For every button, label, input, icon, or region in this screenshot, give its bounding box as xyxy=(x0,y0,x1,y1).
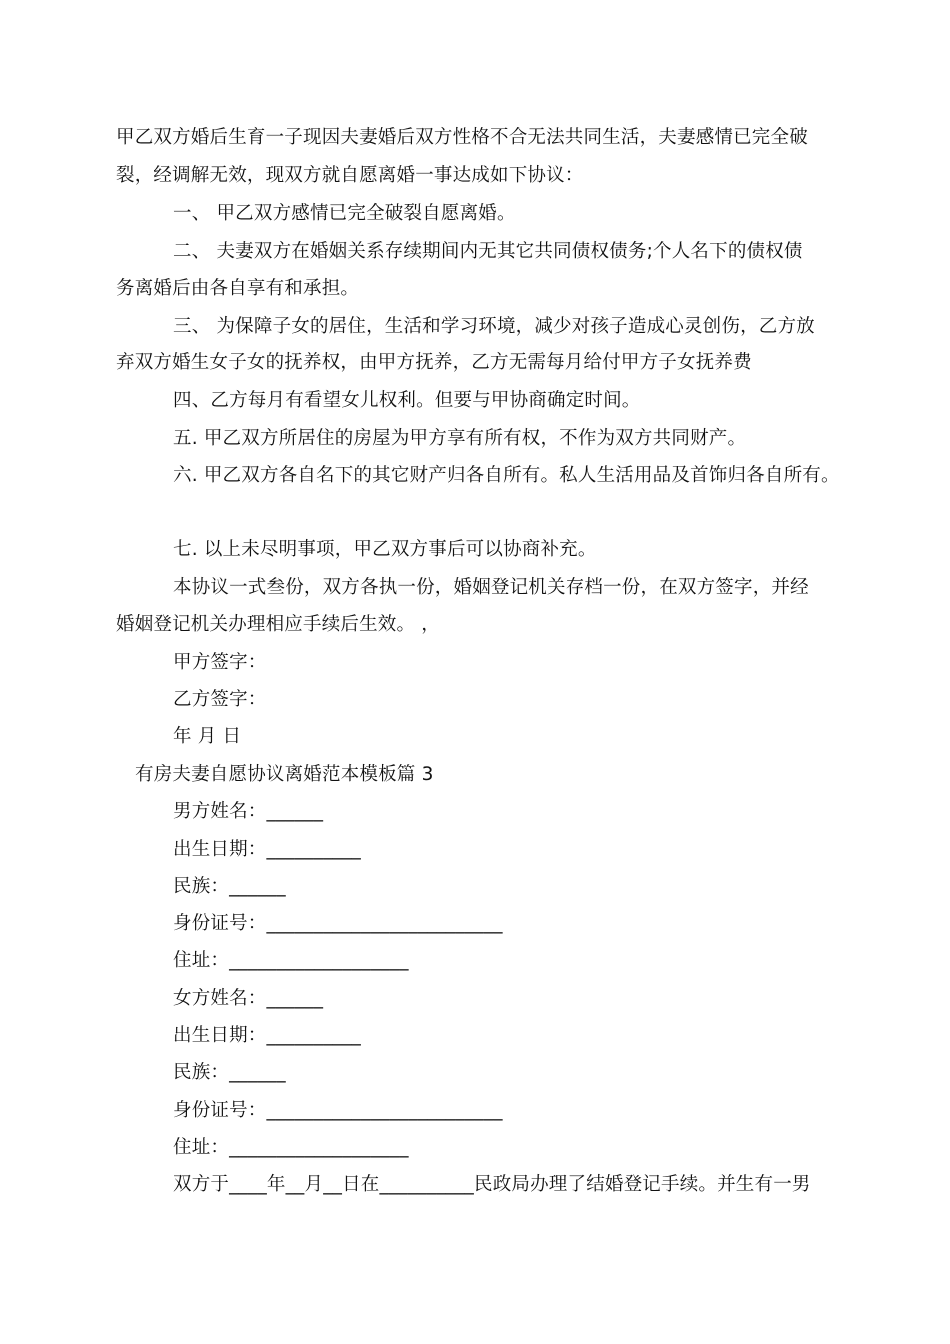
marriage-registration-line: 双方于____年__月__日在__________民政局办理了结婚登记手续。并生有一男 xyxy=(173,1174,811,1195)
male-address-field: 住址：___________________ xyxy=(173,950,409,971)
party-b-signature: 乙方签字： xyxy=(173,689,267,710)
male-ethnicity-field: 民族：______ xyxy=(173,876,286,897)
clause-7: 七. 以上未尽明事项，甲乙双方事后可以协商补充。 xyxy=(173,539,597,560)
female-address-field: 住址：___________________ xyxy=(173,1137,409,1158)
closing-line-2: 婚姻登记机关办理相应手续后生效。 ， xyxy=(116,614,440,635)
date-line: 年 月 日 xyxy=(173,726,242,747)
clause-5: 五. 甲乙双方所居住的房屋为甲方享有所有权，不作为双方共同财产。 xyxy=(173,428,747,449)
closing-line-1: 本协议一式叁份，双方各执一份，婚姻登记机关存档一份，在双方签字，并经 xyxy=(173,577,809,598)
female-birthdate-field: 出生日期：__________ xyxy=(173,1025,362,1046)
clause-4: 四、乙方每月有看望女儿权利。但要与甲协商确定时间。 xyxy=(173,390,641,411)
clause-6: 六. 甲乙双方各自名下的其它财产归各自所有。私人生活用品及首饰归各自所有。 xyxy=(173,465,840,486)
male-name-field: 男方姓名：______ xyxy=(173,801,324,822)
female-ethnicity-field: 民族：______ xyxy=(173,1062,286,1083)
party-a-signature: 甲方签字： xyxy=(173,652,267,673)
paragraph-intro-line-2: 裂，经调解无效，现双方就自愿离婚一事达成如下协议： xyxy=(116,165,584,186)
clause-2-line-1: 二、 夫妻双方在婚姻关系存续期间内无其它共同债权债务;个人名下的债权债 xyxy=(173,241,803,262)
male-birthdate-field: 出生日期：__________ xyxy=(173,839,362,860)
female-name-field: 女方姓名：______ xyxy=(173,988,324,1009)
clause-3-line-1: 三、 为保障子女的居住，生活和学习环境，减少对孩子造成心灵创伤，乙方放 xyxy=(173,316,815,337)
clause-3-line-2: 弃双方婚生女子女的抚养权，由甲方抚养，乙方无需每月给付甲方子女抚养费 xyxy=(116,352,752,373)
clause-1: 一、 甲乙双方感情已完全破裂自愿离婚。 xyxy=(173,203,516,224)
male-id-field: 身份证号：_________________________ xyxy=(173,913,503,934)
female-id-field: 身份证号：_________________________ xyxy=(173,1100,503,1121)
paragraph-intro-line-1: 甲乙双方婚后生育一子现因夫妻婚后双方性格不合无法共同生活，夫妻感情已完全破 xyxy=(116,127,808,148)
clause-2-line-2: 务离婚后由各自享有和承担。 xyxy=(116,278,360,299)
section-title: 有房夫妻自愿协议离婚范本模板篇 3 xyxy=(135,764,434,785)
